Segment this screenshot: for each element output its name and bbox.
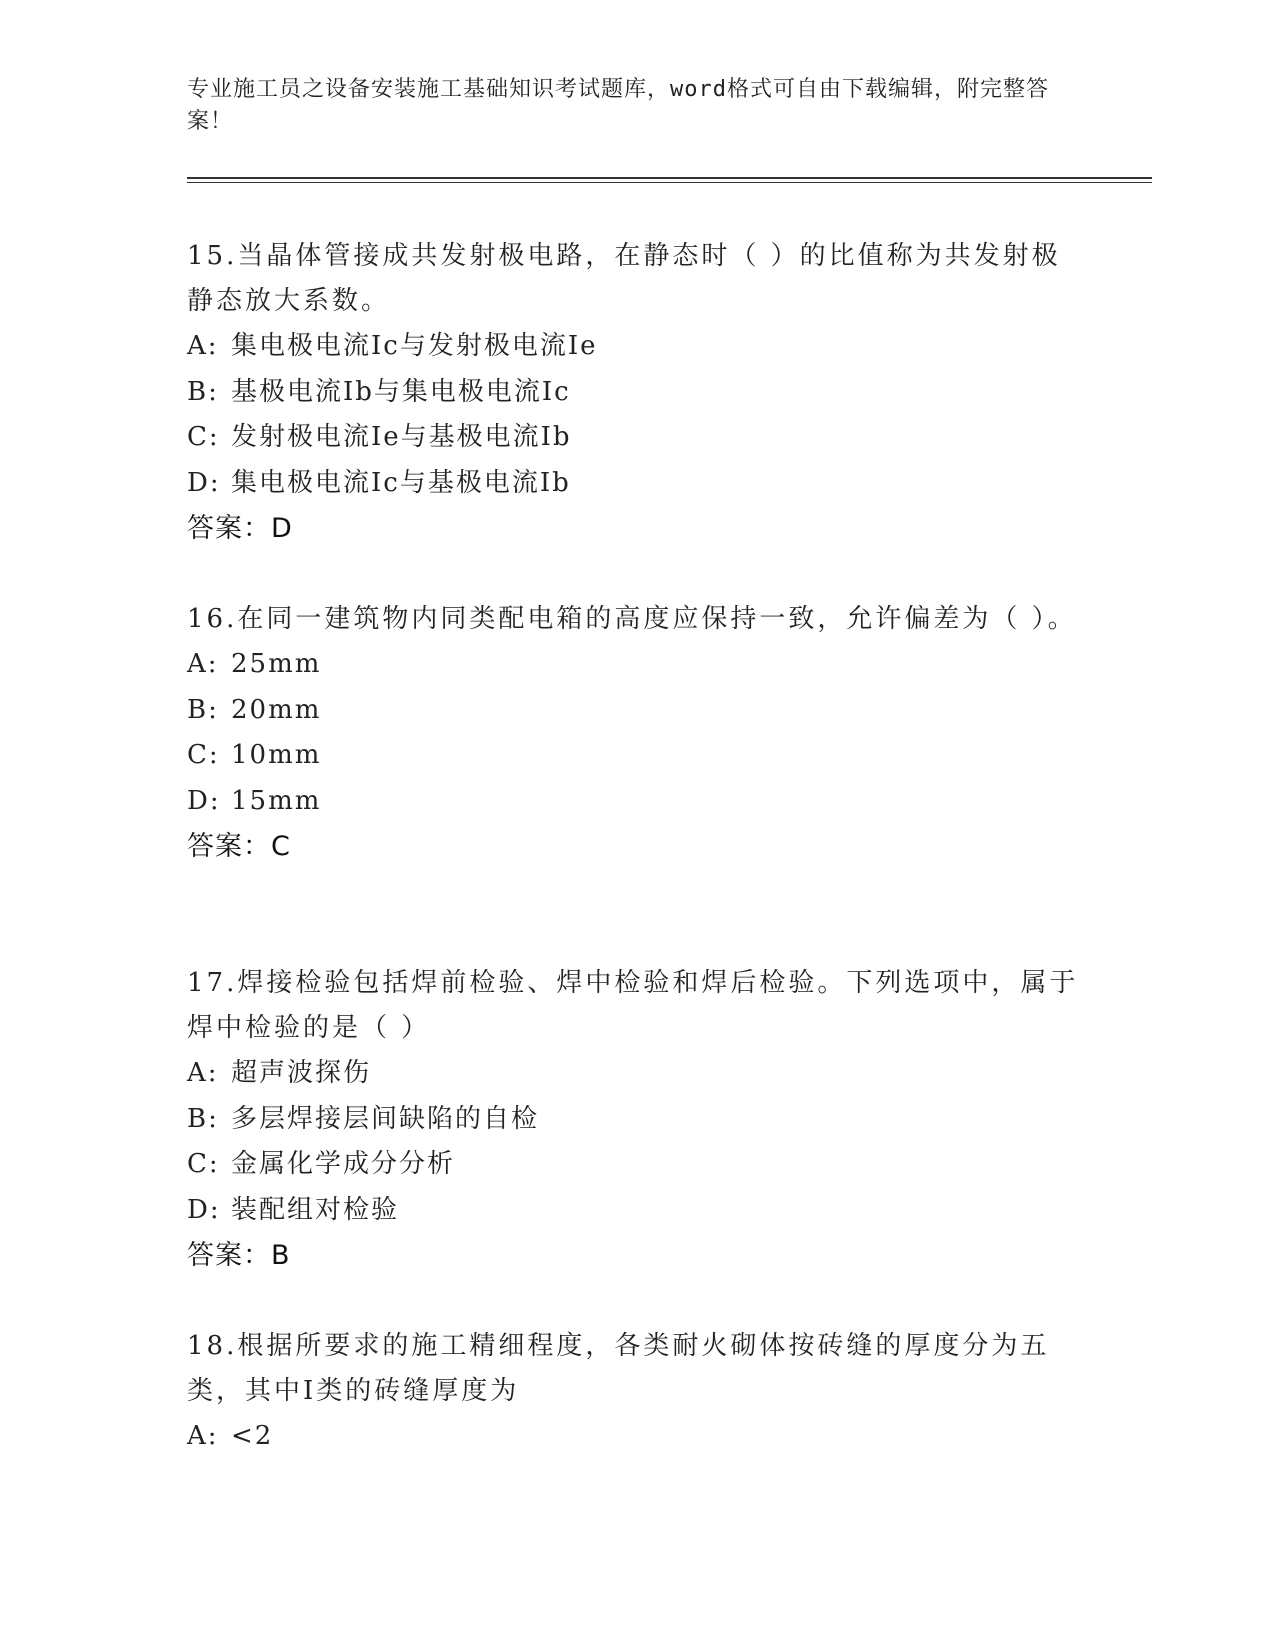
option-key: C: (187, 422, 220, 452)
option-key: A: (187, 331, 219, 361)
option-c (187, 1142, 1087, 1188)
question-15 (187, 234, 1087, 552)
option-key: D: (187, 1194, 221, 1225)
option-a (187, 642, 1087, 688)
option-text: 20mm (231, 694, 322, 725)
option-key: A: (187, 1058, 219, 1088)
option-text: 金属化学成分分析 (231, 1149, 456, 1179)
option-text: 发射极电流Ie与基极电流Ib (231, 422, 572, 452)
option-b (187, 1097, 1087, 1143)
option-text: 多层焊接层间缺陷的自检 (231, 1103, 540, 1134)
option-key: D: (187, 785, 221, 816)
question-stem: 15.当晶体管接成共发射极电路，在静态时（ ）的比值称为共发射极静态放大系数。 (187, 241, 1061, 316)
option-text: 装配组对检验 (231, 1194, 400, 1225)
question-stem: 16.在同一建筑物内同类配电箱的高度应保持一致，允许偏差为（ ）。 (187, 604, 1077, 634)
option-text: 10mm (231, 740, 322, 770)
option-key: A: (187, 649, 219, 679)
document-header: 专业施工员之设备安装施工基础知识考试题库，word格式可自由下载编辑，附完整答案！ (187, 77, 1049, 134)
question-stem: 18.根据所要求的施工精细程度，各类耐火砌体按砖缝的厚度分为五类，其中I类的砖缝厚度为 (187, 1331, 1050, 1406)
answer: 答案：D (187, 513, 293, 544)
option-c (187, 733, 1087, 779)
question-stem: 17.焊接检验包括焊前检验、焊中检验和焊后检验。下列选项中，属于焊中检验的是（ ） (187, 968, 1079, 1043)
option-key: A: (187, 1421, 219, 1451)
option-c (187, 415, 1087, 461)
option-text: 集电极电流Ic与发射极电流Ie (231, 331, 598, 361)
answer: 答案：C (187, 831, 291, 862)
option-key: B: (187, 376, 219, 407)
option-text: 15mm (231, 785, 322, 816)
question-16 (187, 597, 1087, 870)
option-text: 25mm (231, 649, 322, 679)
question-18 (187, 1324, 1087, 1460)
option-d (187, 461, 1087, 507)
answer: 答案：B (187, 1240, 291, 1271)
option-b (187, 370, 1087, 416)
question-17 (187, 961, 1087, 1279)
option-d (187, 779, 1087, 825)
option-key: C: (187, 740, 220, 770)
option-text: 集电极电流Ic与基极电流Ib (231, 467, 571, 498)
header-divider-thin (187, 182, 1152, 183)
option-text: <2 (231, 1421, 274, 1451)
option-a (187, 1414, 1087, 1460)
option-key: C: (187, 1149, 220, 1179)
option-a (187, 1051, 1087, 1097)
option-key: D: (187, 467, 221, 498)
option-a (187, 324, 1087, 370)
option-key: B: (187, 1103, 219, 1134)
option-key: B: (187, 694, 219, 725)
option-text: 基极电流Ib与集电极电流Ic (231, 376, 571, 407)
option-d (187, 1188, 1087, 1234)
option-text: 超声波探伤 (231, 1058, 372, 1088)
option-b (187, 688, 1087, 734)
header-divider (187, 177, 1152, 179)
